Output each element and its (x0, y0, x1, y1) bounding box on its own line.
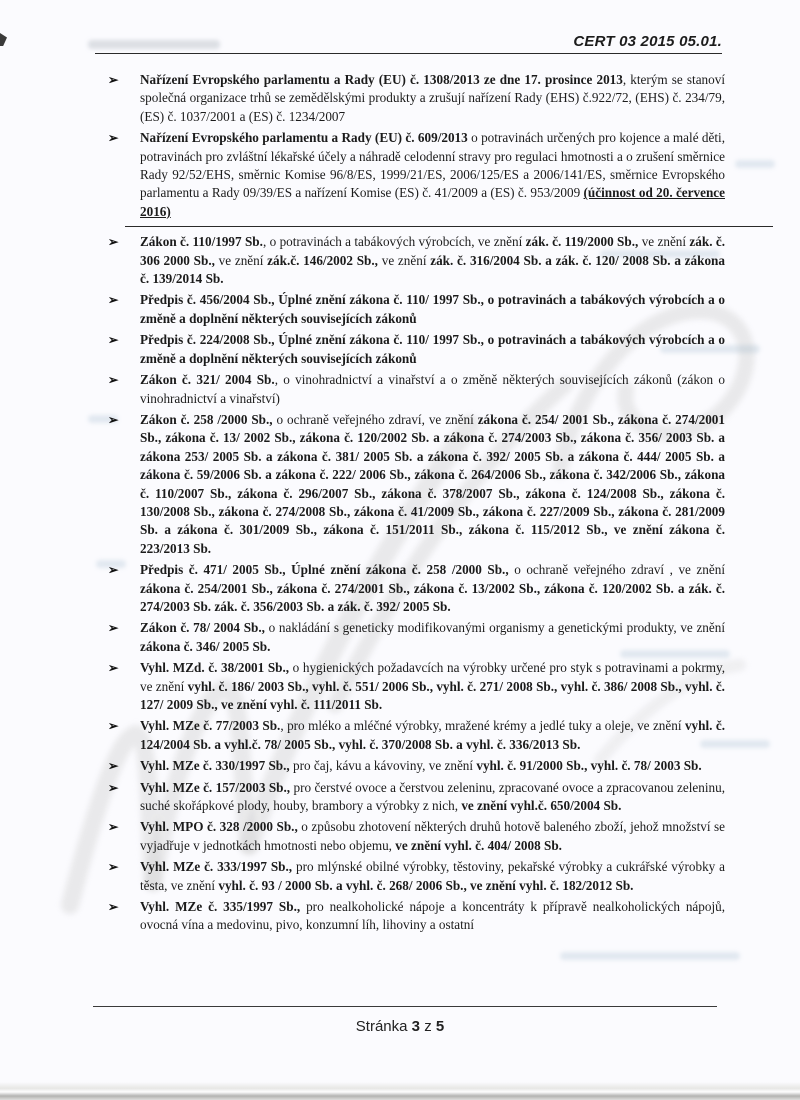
regulation-item (95, 561, 725, 616)
regulation-item (95, 233, 725, 288)
regulation-item-text: Zákon č. 110/1997 Sb., o potravinách a tabákových výrobcích, ve znění zák. č. 119/2000 Sb., ve znění zák. č. 306 2000 Sb., ve znění zák.č. 146/2002 Sb., ve znění zák. č. 316/2004 Sb. a zák. č. 120/ 2008 Sb. a zákona č. 139/2014 Sb. (140, 234, 726, 287)
arrow-bullet-icon: ➢ (108, 293, 119, 308)
section-divider (125, 226, 773, 227)
bleed-through-artifact (735, 160, 775, 168)
regulation-item-text: Předpis č. 471/ 2005 Sb., Úplné znění zákona č. 258 /2000 Sb., o ochraně veřejného zdraví , ve znění zákona č. 254/2001 Sb., zákona č. 274/2001 Sb., zákona č. 13/2002 Sb., zákona č. 120/2002 Sb. a zák. č. 274/2003 Sb. zák. č. 356/2003 Sb. a zák. č. 392/ 2005 Sb. (140, 562, 725, 614)
regulation-item (95, 371, 725, 408)
arrow-bullet-icon: ➢ (108, 820, 119, 835)
regulation-list (95, 71, 725, 938)
arrow-bullet-icon: ➢ (108, 900, 119, 915)
regulation-item-text: Vyhl. MZe č. 77/2003 Sb., pro mléko a mléčné výrobky, mražené krémy a jedlé tuky a oleje, ve znění vyhl. č. 124/2004 Sb. a vyhl.č. 78/ 2005 Sb., vyhl. č. 370/2008 Sb. a vyhl. č. 336/2013 Sb. (140, 718, 725, 752)
arrow-bullet-icon: ➢ (108, 373, 119, 388)
regulation-item-text: Vyhl. MZe č. 157/2003 Sb., pro čerstvé ovoce a čerstvou zeleninu, zpracované ovoce a zpracovanou zeleninu, suché skořápkové plody, houby, brambory a výrobky z nich, ve znění vyhl.č. 650/2004 Sb. (140, 779, 725, 814)
regulation-item-text: Vyhl. MZe č. 335/1997 Sb., pro nealkoholické nápoje a koncentráty k přípravě nealkoholických nápojů, ovocná vína a medovinu, pivo, konzumní líh, lihoviny a ostatní (140, 899, 726, 933)
regulation-item-text: Vyhl. MPO č. 328 /2000 Sb., o způsobu zhotovení některých druhů hotově baleného zboží, jehož množství se vyjadřuje v jednotkách hmotnosti nebo objemu, ve znění vyhl. č. 404/ 2008 Sb. (140, 819, 725, 853)
scan-bottom-edge (0, 1082, 800, 1100)
page-indicator (0, 1018, 800, 1035)
regulation-item-text: Zákon č. 321/ 2004 Sb., o vinohradnictví a vinařství a o změně některých souvisejících zákonů (zákon o vinohradnictví a vinařství) (140, 372, 726, 406)
arrow-bullet-icon: ➢ (108, 719, 119, 734)
page-word: Stránka (355, 1018, 408, 1035)
regulation-item-text: Předpis č. 456/2004 Sb., Úplné znění zákona č. 110/ 1997 Sb., o potravinách a tabákových výrobcích a o změně a doplnění některých souvisejících zákonů (140, 292, 725, 326)
regulation-item-text: Zákon č. 258 /2000 Sb., o ochraně veřejného zdraví, ve znění zákona č. 254/ 2001 Sb., zákona č. 274/2001 Sb., zákona č. 13/ 2002 Sb., zákona č. 120/2002 Sb. a zákona č. 274/2003 Sb., zákona č. 356/ 2003 Sb. a zákona 253/ 2005 Sb. a zákona č. 381/ 2005 Sb. a zákona č. 392/ 2005 Sb. a zákona č. 444/ 2005 Sb. a zákona č. 59/2006 Sb. a zákona č. 222/ 2006 Sb., zákona č. 264/2006 Sb., zákona č. 342/2006 Sb., zákona č. 110/2007 Sb., zákona č. 296/2007 Sb., zákona č. 378/2007 Sb., zákona č. 124/2008 Sb., zákona č. 130/2008 Sb., zákona č. 274/2008 Sb., zákona č. 41/2009 Sb., zákona č. 227/2009 Sb., zákona č. 281/2009 Sb. a zákona č. 301/2009 Sb., zákona č. 151/2011 Sb., zákona č. 115/2012 Sb., ve znění zákona č. 223/2013 Sb. (140, 411, 725, 556)
regulation-item (95, 659, 725, 714)
regulation-item (95, 757, 725, 775)
bleed-through-artifact (560, 952, 740, 960)
arrow-bullet-icon: ➢ (108, 621, 119, 636)
regulation-item (95, 71, 725, 126)
page-number: 3 (411, 1018, 421, 1035)
regulation-item-text: Předpis č. 224/2008 Sb., Úplné znění zákona č. 110/ 1997 Sb., o potravinách a tabákových výrobcích a o změně a doplnění některých souvisejících zákonů (140, 332, 725, 366)
bleed-through-header-artifact (88, 40, 220, 49)
regulation-item-text: Vyhl. MZd. č. 38/2001 Sb., o hygienických požadavcích na výrobky určené pro styk s potravinami a pokrmy, ve znění vyhl. č. 186/ 2003 Sb., vyhl. č. 551/ 2006 Sb., vyhl. č. 271/ 2008 Sb., vyhl. č. 386/ 2008 Sb., vyhl. č. 127/ 2009 Sb., ve znění vyhl. č. 111/2011 Sb. (140, 660, 726, 712)
regulation-item (95, 129, 725, 221)
regulation-item-text: Vyhl. MZe č. 333/1997 Sb., pro mlýnské obilné výrobky, těstoviny, pekařské výrobky a cukrářské výrobky a těsta, ve znění vyhl. č. 93 / 2000 Sb. a vyhl. č. 268/ 2006 Sb., ve znění vyhl. č. 182/2012 Sb. (140, 859, 726, 893)
arrow-bullet-icon: ➢ (108, 333, 119, 348)
arrow-bullet-icon: ➢ (108, 780, 119, 795)
regulation-item (95, 411, 725, 558)
arrow-bullet-icon: ➢ (108, 131, 119, 146)
arrow-bullet-icon: ➢ (108, 235, 119, 250)
regulation-item (95, 818, 725, 855)
arrow-bullet-icon: ➢ (108, 759, 119, 774)
arrow-bullet-icon: ➢ (108, 73, 119, 87)
footer-divider (93, 1006, 717, 1007)
regulation-item (95, 898, 725, 935)
arrow-bullet-icon: ➢ (108, 860, 119, 875)
regulation-item (95, 619, 725, 656)
regulation-item (95, 291, 725, 328)
arrow-bullet-icon: ➢ (108, 661, 119, 676)
of-word: z (424, 1018, 432, 1035)
arrow-bullet-icon: ➢ (108, 563, 119, 578)
regulation-item-text: Nařízení Evropského parlamentu a Rady (EU) č. 1308/2013 ze dne 17. prosince 2013, kterým se stanoví společná organizace trhů se zemědělskými produkty a zrušují nařízení Rady (EHS) č.922/72, (EHS) č. 234/79, (ES) č. 1037/2001 a (ES) č. 1234/2007 (140, 72, 725, 124)
regulation-item (95, 331, 725, 368)
header-divider (95, 53, 722, 54)
scan-corner-mark (0, 33, 7, 46)
regulation-item (95, 858, 725, 895)
page-total: 5 (435, 1018, 445, 1035)
regulation-item (95, 779, 725, 816)
doc-code: CERT 03 2015 05.01. (573, 33, 722, 50)
regulation-item (95, 717, 725, 754)
arrow-bullet-icon: ➢ (108, 412, 119, 427)
regulation-item-text: Vyhl. MZe č. 330/1997 Sb., pro čaj, kávu a kávoviny, ve znění vyhl. č. 91/2000 Sb., vyhl. č. 78/ 2003 Sb. (140, 758, 702, 774)
regulation-item-text: Nařízení Evropského parlamentu a Rady (EU) č. 609/2013 o potravinách určených pro kojence a malé děti, potravinách pro zvláštní lékařské účely a náhradě celodenní stravy pro regulaci hmotnosti a o zrušení směrnice Rady 92/52/EHS, směrnic Komise 96/8/ES, 1999/21/ES, 2006/125/ES a 2006/141/ES, směrnice Evropského parlamentu a Rady 09/39/ES a nařízení Komise (ES) č. 41/2009 a (ES) č. 953/2009 (účinnost od 20. července 2016) (140, 130, 725, 219)
regulation-item-text: Zákon č. 78/ 2004 Sb., o nakládání s geneticky modifikovanými organismy a genetickými produkty, ve znění zákona č. 346/ 2005 Sb. (140, 620, 725, 654)
